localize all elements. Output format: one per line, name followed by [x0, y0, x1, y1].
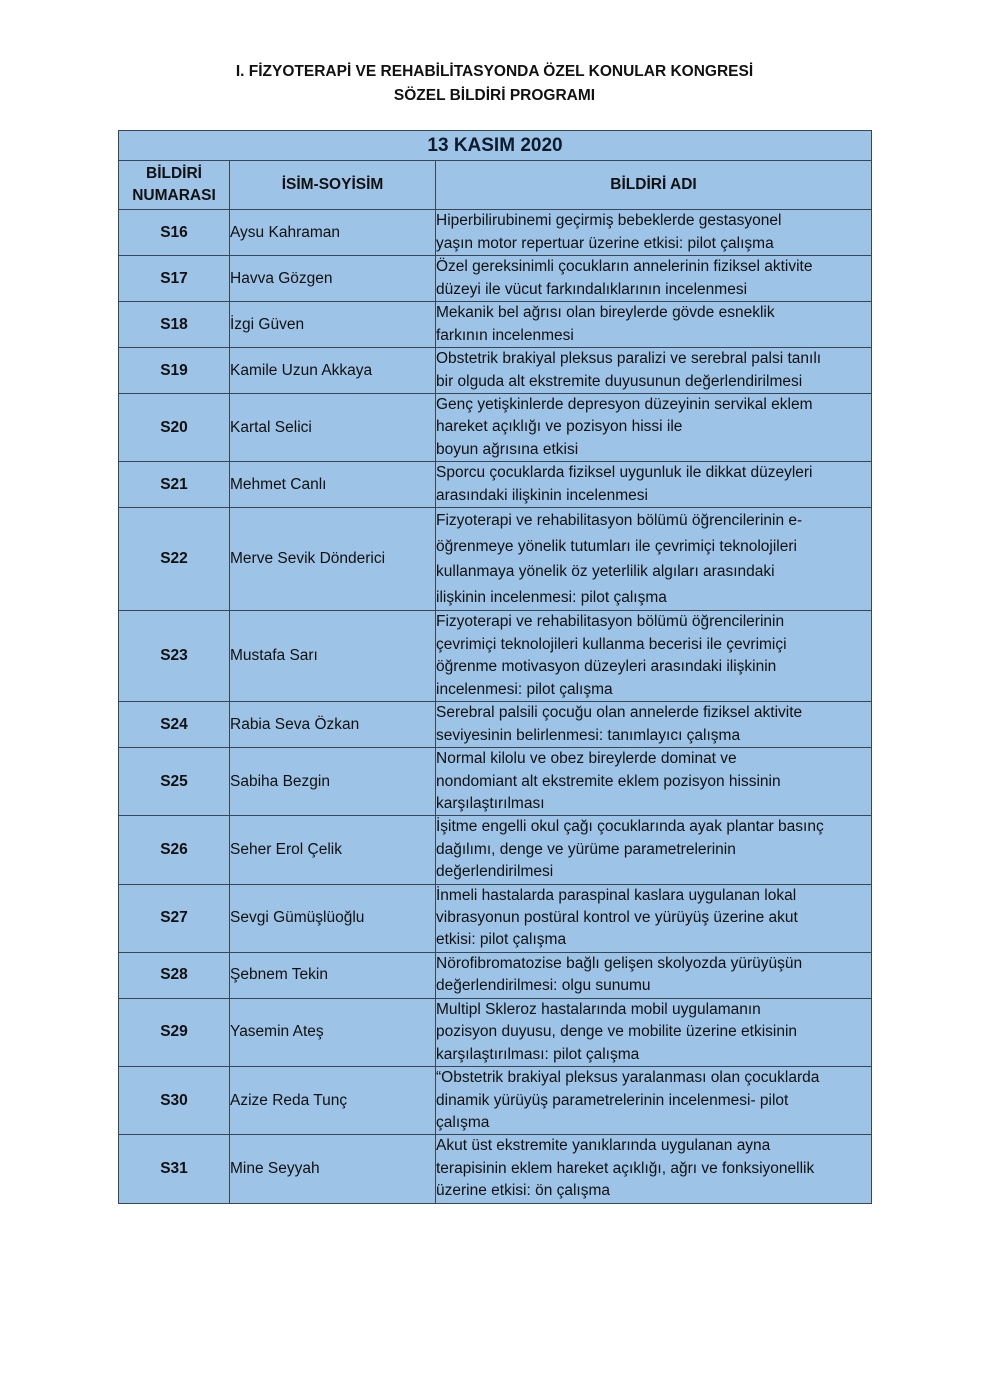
presentation-number: S19 — [119, 348, 230, 394]
presentation-number: S29 — [119, 998, 230, 1066]
table-row — [119, 302, 872, 348]
presentation-number: S21 — [119, 462, 230, 508]
presentation-title-line: nondomiant alt ekstremite eklem pozisyon hissinin — [436, 772, 781, 790]
column-header-number — [119, 161, 230, 210]
presentation-title-line: vibrasyonun postüral kontrol ve yürüyüş üzerine akut — [436, 909, 798, 927]
presentation-title-line: Özel gereksinimli çocukların annelerinin fiziksel aktivite — [436, 258, 813, 276]
table-row — [119, 1135, 872, 1203]
table-row — [119, 748, 872, 816]
oral-presentation-program-table — [118, 130, 872, 1204]
presenter-name: Kartal Selici — [230, 394, 436, 462]
table-row — [119, 508, 872, 611]
program-subtitle: SÖZEL BİLDİRİ PROGRAMI — [393, 87, 596, 104]
date-header: 13 KASIM 2020 — [119, 131, 872, 161]
presentation-number: S30 — [119, 1067, 230, 1135]
presenter-name: Şebnem Tekin — [230, 952, 436, 998]
presentation-title-line: düzeyi ile vücut farkındalıklarının incelenmesi — [436, 280, 748, 298]
presentation-number: S20 — [119, 394, 230, 462]
presentation-title-line: bir olguda alt ekstremite duyusunun değerlendirilmesi — [436, 372, 803, 390]
column-header-name: İSİM-SOYİSİM — [230, 161, 436, 210]
presenter-name: Rabia Seva Özkan — [230, 702, 436, 748]
presentation-title-line: farkının incelenmesi — [436, 326, 574, 344]
presentation-title-line: Obstetrik brakiyal pleksus paralizi ve serebral palsi tanılı — [436, 350, 822, 368]
presentation-title-line: çevrimiçi teknolojileri kullanma becerisi ile çevrimiçi — [436, 635, 787, 653]
presentation-title-line: karşılaştırılması — [436, 795, 545, 813]
presentation-number: S25 — [119, 748, 230, 816]
presentation-title-line: etkisi: pilot çalışma — [436, 931, 567, 949]
column-header-number-line1: BİLDİRİ — [146, 165, 202, 182]
table-row — [119, 1067, 872, 1135]
table-row — [119, 210, 872, 256]
presentation-number: S31 — [119, 1135, 230, 1203]
table-row — [119, 462, 872, 508]
table-row — [119, 816, 872, 884]
presentation-title — [436, 816, 872, 884]
presentation-title-line: çalışma — [436, 1113, 490, 1131]
presentation-title-line: yaşın motor repertuar üzerine etkisi: pilot çalışma — [436, 234, 774, 252]
presentation-number: S24 — [119, 702, 230, 748]
table-row — [119, 998, 872, 1066]
column-header-number-line2: NUMARASI — [132, 187, 216, 204]
presentation-title — [436, 884, 872, 952]
presentation-title — [436, 611, 872, 702]
presentation-title-line: Mekanik bel ağrısı olan bireylerde gövde esneklik — [436, 304, 775, 322]
presentation-title-line: Sporcu çocuklarda fiziksel uygunluk ile dikkat düzeyleri — [436, 464, 813, 482]
presenter-name: Sevgi Gümüşlüoğlu — [230, 884, 436, 952]
table-row — [119, 952, 872, 998]
presentation-number: S23 — [119, 611, 230, 702]
presenter-name: İzgi Güven — [230, 302, 436, 348]
presentation-title — [436, 1067, 872, 1135]
presentation-title-line: seviyesinin belirlenmesi: tanımlayıcı çalışma — [436, 726, 741, 744]
presentation-title-line: dağılımı, denge ve yürüme parametrelerinin — [436, 840, 736, 858]
document-title — [0, 60, 989, 108]
table-row — [119, 256, 872, 302]
presentation-title-line: değerlendirilmesi — [436, 863, 554, 881]
presentation-title — [436, 1135, 872, 1203]
presentation-title-line: “Obstetrik brakiyal pleksus yaralanması olan çocuklarda — [436, 1069, 820, 1087]
presentation-title — [436, 256, 872, 302]
table-row — [119, 884, 872, 952]
presentation-title-line: Akut üst ekstremite yanıklarında uygulanan ayna — [436, 1137, 771, 1155]
column-header-title: BİLDİRİ ADI — [436, 161, 872, 210]
presenter-name: Kamile Uzun Akkaya — [230, 348, 436, 394]
presenter-name: Aysu Kahraman — [230, 210, 436, 256]
presenter-name: Mine Seyyah — [230, 1135, 436, 1203]
presentation-title — [436, 348, 872, 394]
presentation-title-line: öğrenmeye yönelik tutumları ile çevrimiçi teknolojileri — [436, 537, 797, 555]
presentation-title — [436, 394, 872, 462]
presenter-name: Merve Sevik Dönderici — [230, 508, 436, 611]
presenter-name: Sabiha Bezgin — [230, 748, 436, 816]
presentation-title-line: Nörofibromatozise bağlı gelişen skolyozda yürüyüşün — [436, 954, 803, 972]
presentation-title-line: Genç yetişkinlerde depresyon düzeyinin servikal eklem — [436, 396, 813, 413]
presentation-title-line: Hiperbilirubinemi geçirmiş bebeklerde gestasyonel — [436, 212, 782, 230]
presentation-title-line: Normal kilolu ve obez bireylerde dominat ve — [436, 750, 737, 768]
presentation-title-line: arasındaki ilişkinin incelenmesi — [436, 486, 648, 504]
presentation-title-line: hareket açıklığı ve pozisyon hissi ile — [436, 418, 683, 436]
presentation-title-line: karşılaştırılması: pilot çalışma — [436, 1045, 640, 1063]
presentation-number: S16 — [119, 210, 230, 256]
presentation-title-line: İşitme engelli okul çağı çocuklarında ayak plantar basınç — [436, 818, 824, 836]
presenter-name: Mustafa Sarı — [230, 611, 436, 702]
presenter-name: Azize Reda Tunç — [230, 1067, 436, 1135]
presentation-title-line: boyun ağrısına etkisi — [436, 440, 579, 458]
presentation-number: S17 — [119, 256, 230, 302]
congress-title: I. FİZYOTERAPİ VE REHABİLİTASYONDA ÖZEL KONULAR KONGRESİ — [235, 63, 754, 80]
table-body — [119, 210, 872, 1204]
presentation-number: S22 — [119, 508, 230, 611]
presentation-title — [436, 462, 872, 508]
presentation-title — [436, 952, 872, 998]
table-row — [119, 394, 872, 462]
presentation-number: S26 — [119, 816, 230, 884]
presentation-title-line: Fizyoterapi ve rehabilitasyon bölümü öğrencilerinin — [436, 613, 785, 631]
presentation-title-line: Multipl Skleroz hastalarında mobil uygulamanın — [436, 1000, 761, 1018]
presentation-title-line: ilişkinin incelenmesi: pilot çalışma — [436, 588, 667, 606]
presentation-number: S27 — [119, 884, 230, 952]
presentation-title-line: terapisinin eklem hareket açıklığı, ağrı ve fonksiyonellik — [436, 1159, 815, 1177]
presenter-name: Yasemin Ateş — [230, 998, 436, 1066]
presentation-title — [436, 998, 872, 1066]
presentation-number: S28 — [119, 952, 230, 998]
table-row — [119, 611, 872, 702]
presentation-title-line: kullanmaya yönelik öz yeterlilik algıları arasındaki — [436, 563, 775, 581]
presenter-name: Seher Erol Çelik — [230, 816, 436, 884]
presenter-name: Havva Gözgen — [230, 256, 436, 302]
presentation-title-line: dinamik yürüyüş parametrelerinin incelenmesi- pilot — [436, 1091, 789, 1109]
presentation-title — [436, 702, 872, 748]
presentation-title-line: değerlendirilmesi: olgu sunumu — [436, 977, 651, 995]
presentation-title — [436, 302, 872, 348]
presentation-title-line: incelenmesi: pilot çalışma — [436, 680, 613, 698]
presentation-number: S18 — [119, 302, 230, 348]
presentation-title-line: öğrenme motivasyon düzeyleri arasındaki ilişkinin — [436, 658, 777, 676]
presentation-title-line: pozisyon duyusu, denge ve mobilite üzerine etkisinin — [436, 1023, 798, 1041]
presentation-title-line: Fizyoterapi ve rehabilitasyon bölümü öğrencilerinin e- — [436, 512, 803, 530]
table-row — [119, 348, 872, 394]
presentation-title-line: üzerine etkisi: ön çalışma — [436, 1182, 611, 1200]
presentation-title-line: İnmeli hastalarda paraspinal kaslara uygulanan lokal — [436, 886, 797, 904]
presentation-title — [436, 748, 872, 816]
presentation-title-line: Serebral palsili çocuğu olan annelerde fiziksel aktivite — [436, 704, 803, 722]
presentation-title — [436, 210, 872, 256]
presenter-name: Mehmet Canlı — [230, 462, 436, 508]
presentation-title — [436, 508, 872, 611]
table-row — [119, 702, 872, 748]
